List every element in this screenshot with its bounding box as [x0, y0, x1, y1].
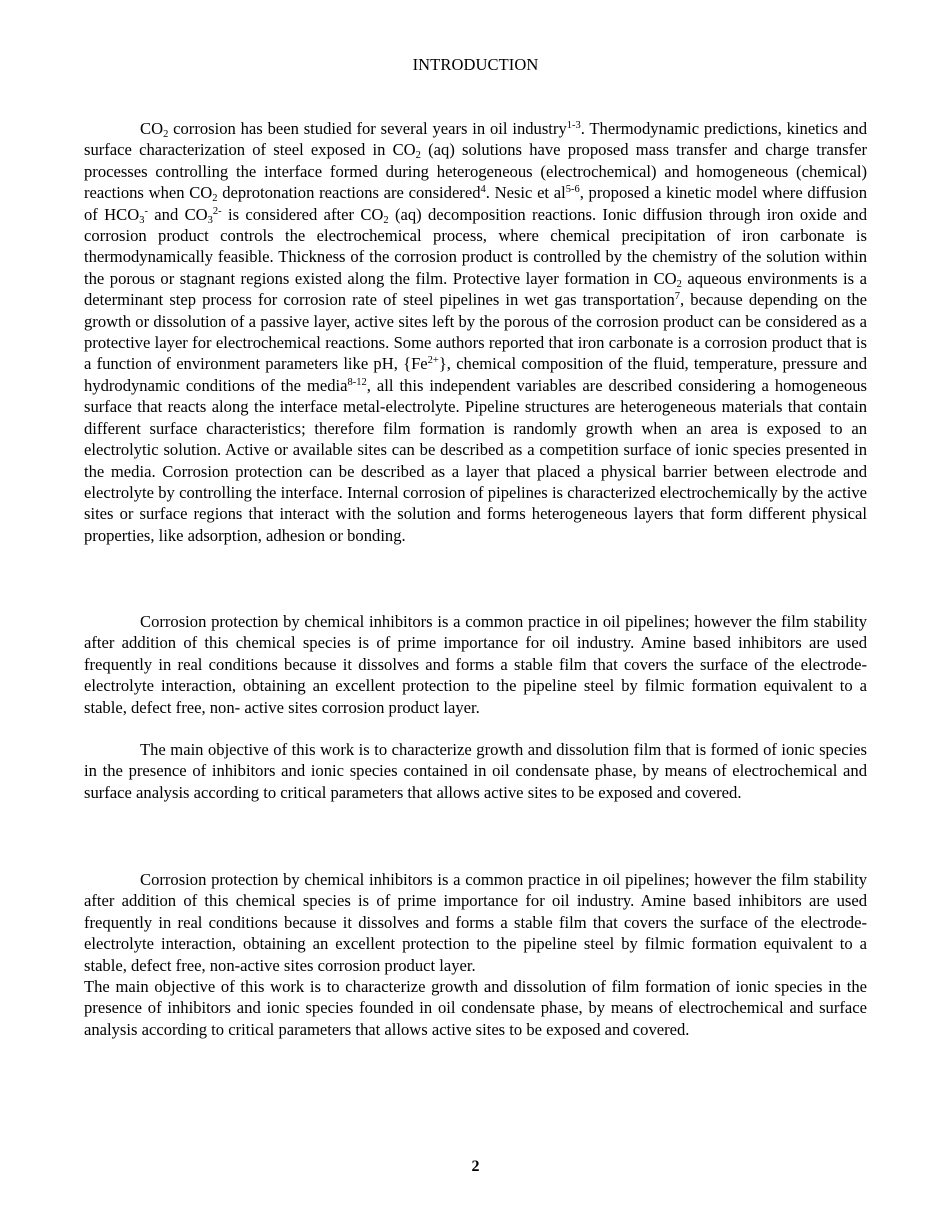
- page-number: 2: [471, 1158, 480, 1175]
- section-title: INTRODUCTION: [412, 55, 539, 74]
- text-run: }, chemical composition of the fluid, temperature, pressure and hydrodynamic conditions of the media: [84, 354, 867, 395]
- text-run: The main objective of this work is to characterize growth and dissolution of film formation of ionic species in the presence of inhibitors and ionic species founded in oil condensate phase, by means of electrochemical and surface analysis according to critical parameters that allows active sites to be exposed and covered.: [84, 977, 867, 1039]
- text-run: is considered after CO: [221, 204, 384, 224]
- subscript: 3: [207, 214, 213, 226]
- subscript: 2: [212, 193, 218, 205]
- paragraph-inhibitors-objective-repeat: [84, 869, 867, 1040]
- text-run: , because depending on the growth or dissolution of a passive layer, active sites left by the porous of the corrosion product can be considered as a protective layer for electrochemical reactions. Some authors reported that iron carbonate is a corrosion product that is a function of environment parameters like pH, {Fe: [84, 290, 867, 374]
- text-run: Corrosion protection by chemical inhibitors is a common practice in oil pipelines; however the film stability after addition of this chemical species is of prime importance for oil industry. Amine based inhibitors are used frequently in real conditions because it dissolves and forms a stable film that covers the surface of the electrode-electrolyte interaction, obtaining an excellent protection to the pipeline steel by filmic formation equivalent to a stable, defect free, non- active sites corrosion product layer.: [84, 612, 867, 717]
- subscript: 2: [676, 278, 682, 290]
- text-run: . Nesic et al: [485, 183, 566, 203]
- superscript: 8-12: [347, 376, 367, 388]
- subscript: 2: [383, 214, 389, 226]
- superscript: -: [144, 205, 148, 217]
- superscript: 1-3: [566, 120, 581, 131]
- text-run: The main objective of this work is to characterize growth and dissolution film that is formed of ionic species in the presence of inhibitors and ionic species contained in oil condensate phase, by means of electrochemical and surface analysis according to critical parameters that allows active sites to be exposed and covered.: [84, 740, 867, 802]
- text-run: CO: [140, 119, 164, 138]
- text-run: and CO: [147, 204, 208, 224]
- text-run: (aq) solutions have proposed mass transfer and charge transfer processes controlling the interface formed during heterogeneous (electrochemical) and homogeneous (chemical) reactions when CO: [84, 140, 868, 203]
- text-run: , proposed a kinetic model where diffusion of HCO: [84, 183, 868, 224]
- subscript: 3: [139, 214, 145, 226]
- text-run: . Thermodynamic predictions, kinetics and surface characterization of steel exposed in CO: [84, 119, 868, 160]
- paragraph-inhibitors: [84, 611, 867, 718]
- text-run: aqueous environments is a determinant step process for corrosion rate of steel pipelines in wet gas transportation: [84, 268, 867, 310]
- superscript: 4: [480, 184, 486, 196]
- superscript: 5-6: [565, 184, 580, 196]
- text-run: Corrosion protection by chemical inhibitors is a common practice in oil pipelines; however the film stability after addition of this chemical species is of prime importance for oil industry. Amine based inhibitors are used frequently in real conditions because it dissolves and forms a stable film that covers the surface of the electrode-electrolyte interaction, obtaining an excellent protection to the pipeline steel by filmic formation equivalent to a stable, defect free, non-active sites corrosion product layer.: [84, 870, 867, 975]
- text-run: (aq) decomposition reactions. Ionic diffusion through iron oxide and corrosion product controls the electrochemical process, where chemical precipitation of iron carbonate is thermodynamically feasible. Thickness of the corrosion product is controlled by the chemistry of the solution within the porous or stagnant regions existed along the film. Protective layer formation in CO: [84, 204, 867, 288]
- paragraph-objective: [84, 739, 867, 803]
- subscript: 2: [415, 150, 421, 162]
- text-run: deprotonation reactions are considered: [217, 183, 481, 203]
- text-run: , all this independent variables are described considering a homogeneous surface that reacts along the interface metal-electrolyte. Pipeline structures are heterogeneous materials that contain different surface characteristics; therefore film formation is randomly growth when an area is exposed to an electrolytic solution. Active or available sites can be described as a competition surface of ionic species presented in the media. Corrosion protection can be described as a layer that placed a physical barrier between electrode and electrolyte by controlling the interface. Internal corrosion of pipelines is characterized electrochemically by the active sites or surface regions that interact with the solution and forms heterogeneous layers that form different physical properties, like adsorption, adhesion or bonding.: [84, 375, 867, 545]
- text-run: corrosion has been studied for several years in oil industry: [168, 119, 567, 138]
- paragraph-co2-corrosion: [84, 118, 867, 546]
- subscript: 2: [163, 129, 169, 140]
- superscript: 2-: [212, 205, 222, 217]
- superscript: 2+: [427, 355, 439, 367]
- document-page: [84, 0, 867, 1230]
- superscript: 7: [674, 291, 681, 303]
